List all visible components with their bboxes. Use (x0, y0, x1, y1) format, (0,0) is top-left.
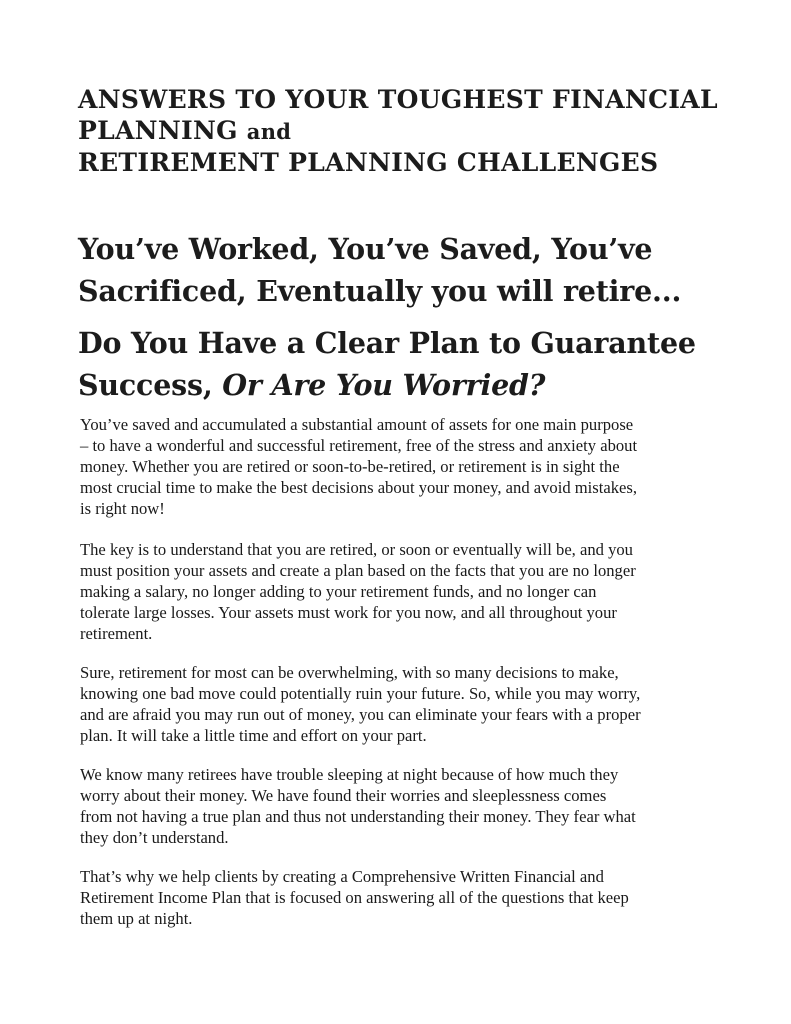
paragraph-4 (80, 764, 720, 848)
headline-2-line-2 (78, 364, 768, 406)
headline-1-line-1: You’ve Worked, You’ve Saved, You’ve (78, 232, 653, 266)
headline-2-success: Success, (78, 368, 223, 402)
paragraph-1 (80, 414, 720, 519)
paragraph-line: tolerate large losses. Your assets must work for you now, and all throughout your (80, 603, 617, 622)
paragraph-line: most crucial time to make the best decisions about your money, and avoid mistakes, (80, 478, 637, 497)
title-and: and (246, 119, 292, 144)
paragraph-line: – to have a wonderful and successful retirement, free of the stress and anxiety about (80, 436, 638, 455)
headline-2-worried: Or Are You Worried? (222, 368, 546, 402)
paragraph-line: knowing one bad move could potentially ruin your future. So, while you may worry, (80, 684, 641, 703)
title-line-2 (78, 115, 758, 147)
paragraph-line: retirement. (80, 624, 153, 643)
paragraph-line: them up at night. (80, 909, 193, 928)
paragraph-line: from not having a true plan and thus not understanding their money. They fear what (80, 807, 636, 826)
paragraph-line: worry about their money. We have found their worries and sleeplessness comes (80, 786, 607, 805)
paragraph-line: making a salary, no longer adding to your retirement funds, and no longer can (80, 582, 597, 601)
paragraph-line: is right now! (80, 499, 165, 518)
paragraph-line: Sure, retirement for most can be overwhelming, with so many decisions to make, (80, 663, 619, 682)
paragraph-line: That’s why we help clients by creating a Comprehensive Written Financial and (80, 867, 604, 886)
title-line-1: ANSWERS TO YOUR TOUGHEST FINANCIAL (78, 85, 718, 114)
paragraph-line: and are afraid you may run out of money, you can eliminate your fears with a proper (80, 705, 641, 724)
paragraph-2 (80, 539, 720, 644)
paragraph-3 (80, 662, 720, 746)
paragraph-line: must position your assets and create a plan based on the facts that you are no longer (80, 561, 636, 580)
paragraph-line: plan. It will take a little time and effort on your part. (80, 726, 427, 745)
headline-2-line-1: Do You Have a Clear Plan to Guarantee (78, 326, 696, 360)
paragraph-5 (80, 866, 720, 929)
paragraph-line: they don’t understand. (80, 828, 229, 847)
paragraph-line: You’ve saved and accumulated a substantial amount of assets for one main purpose (80, 415, 634, 434)
headline-clear-plan (78, 322, 768, 406)
paragraph-line: Retirement Income Plan that is focused on answering all of the questions that keep (80, 888, 629, 907)
headline-worked-saved (78, 228, 768, 312)
paragraph-line: We know many retirees have trouble sleeping at night because of how much they (80, 765, 619, 784)
title-line-3: RETIREMENT PLANNING CHALLENGES (78, 148, 659, 177)
headline-1-line-2: Sacrificed, Eventually you will retire... (78, 274, 682, 308)
title-planning: PLANNING (78, 116, 238, 145)
document-title (78, 84, 758, 178)
paragraph-line: The key is to understand that you are retired, or soon or eventually will be, and you (80, 540, 633, 559)
paragraph-line: money. Whether you are retired or soon-to-be-retired, or retirement is in sight the (80, 457, 620, 476)
